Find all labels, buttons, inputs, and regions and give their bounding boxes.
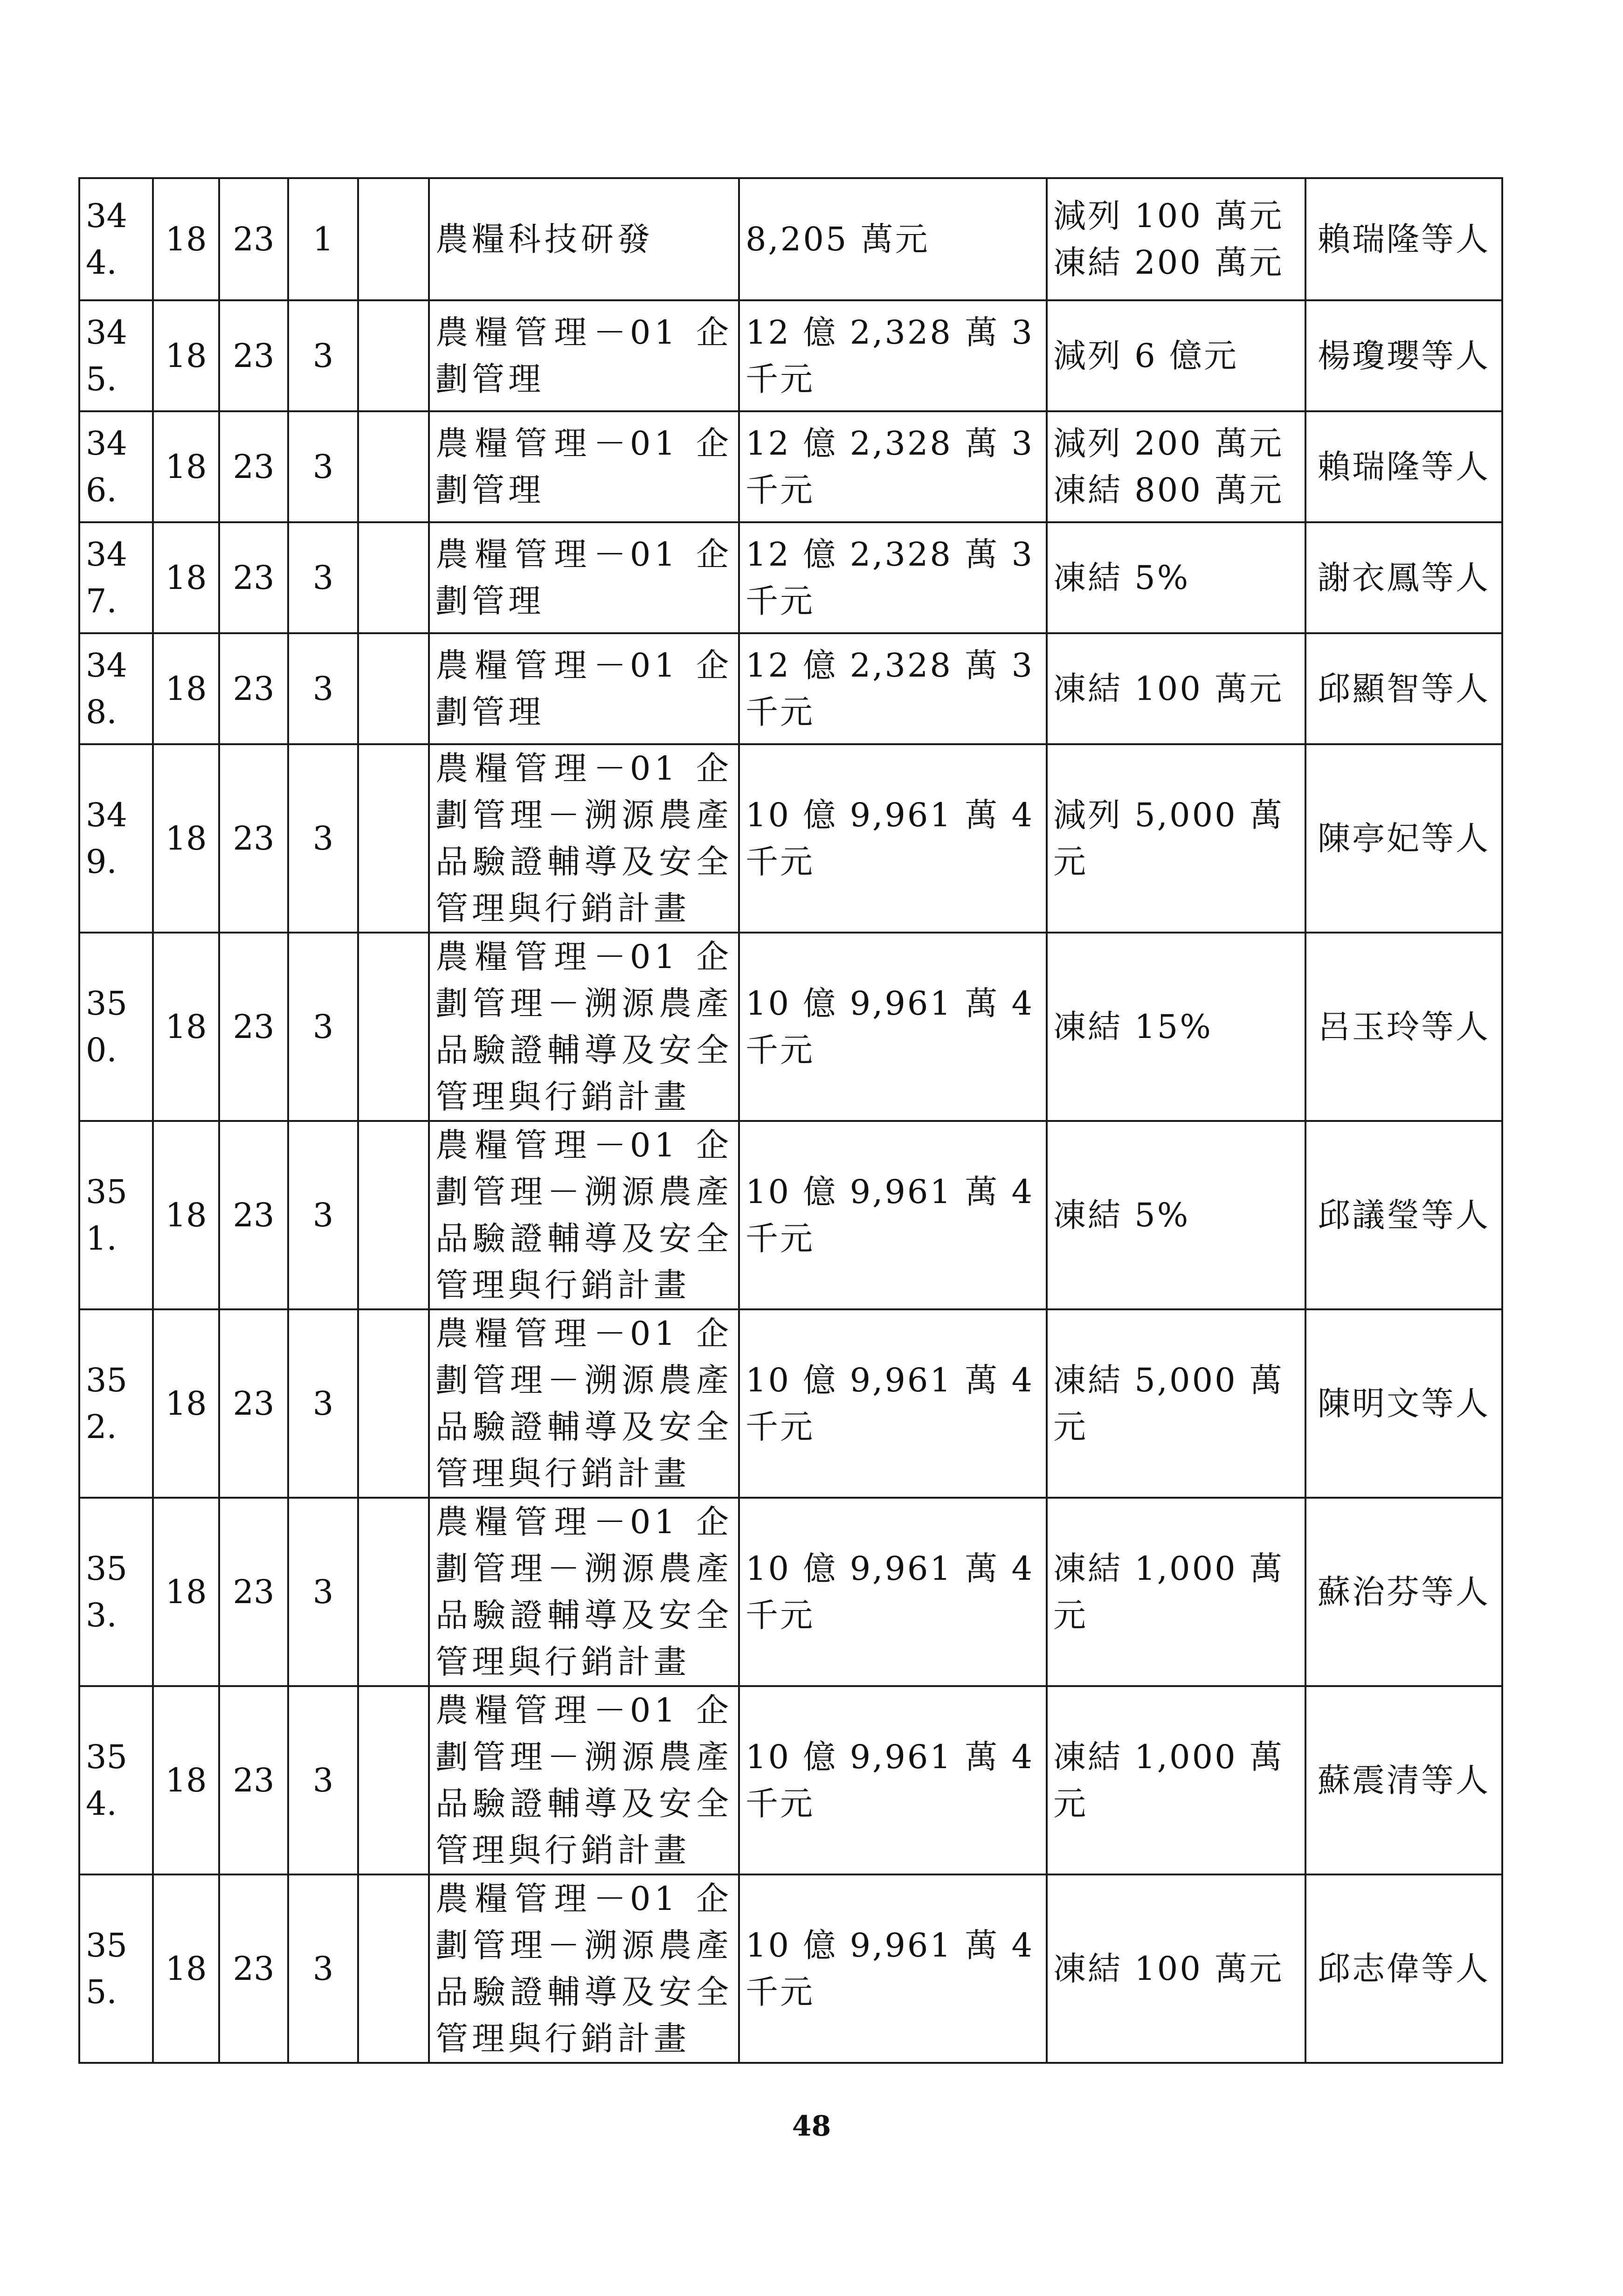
code-c: 3	[288, 1874, 358, 2063]
code-c: 3	[288, 933, 358, 1121]
code-a: 18	[153, 1309, 219, 1498]
proposer-cell: 賴瑞隆等人	[1305, 178, 1502, 300]
amount-cell: 12 億 2,328 萬 3 千元	[739, 522, 1047, 633]
action-cell	[1047, 522, 1305, 633]
action-line: 減列 200 萬元	[1053, 424, 1284, 463]
code-d	[358, 1498, 429, 1686]
code-a: 18	[153, 744, 219, 933]
code-a: 18	[153, 300, 219, 411]
code-d	[358, 411, 429, 522]
code-c: 3	[288, 633, 358, 744]
code-b: 23	[219, 300, 288, 411]
proposer-cell: 陳明文等人	[1305, 1309, 1502, 1498]
item-number: 347.	[79, 522, 153, 633]
code-a: 18	[153, 933, 219, 1121]
amount-cell: 10 億 9,961 萬 4 千元	[739, 1309, 1047, 1498]
item-number: 348.	[79, 633, 153, 744]
action-line: 減列 6 億元	[1053, 337, 1239, 375]
code-d	[358, 933, 429, 1121]
amount-cell: 10 億 9,961 萬 4 千元	[739, 1121, 1047, 1309]
subject-cell: 農糧管理－01 企劃管理－溯源農產品驗證輔導及安全管理與行銷計畫	[429, 1121, 739, 1309]
code-a: 18	[153, 1686, 219, 1874]
code-c: 3	[288, 522, 358, 633]
action-cell	[1047, 1309, 1305, 1498]
subject-cell: 農糧管理－01 企劃管理－溯源農產品驗證輔導及安全管理與行銷計畫	[429, 1309, 739, 1498]
action-cell	[1047, 633, 1305, 744]
code-c: 3	[288, 1309, 358, 1498]
code-d	[358, 1686, 429, 1874]
subject-cell: 農糧管理－01 企劃管理	[429, 411, 739, 522]
item-number: 349.	[79, 744, 153, 933]
subject-cell: 農糧管理－01 企劃管理－溯源農產品驗證輔導及安全管理與行銷計畫	[429, 933, 739, 1121]
amount-cell: 10 億 9,961 萬 4 千元	[739, 933, 1047, 1121]
code-d	[358, 1121, 429, 1309]
action-line: 凍結 15%	[1053, 1008, 1213, 1046]
action-line: 凍結 1,000 萬元	[1053, 1738, 1284, 1823]
subject-cell: 農糧管理－01 企劃管理	[429, 522, 739, 633]
item-number: 353.	[79, 1498, 153, 1686]
code-a: 18	[153, 1498, 219, 1686]
code-a: 18	[153, 411, 219, 522]
table-row	[79, 633, 1502, 744]
action-line: 凍結 5,000 萬元	[1053, 1361, 1284, 1446]
code-a: 18	[153, 178, 219, 300]
table-row	[79, 1121, 1502, 1309]
code-d	[358, 1309, 429, 1498]
action-cell	[1047, 300, 1305, 411]
subject-cell: 農糧管理－01 企劃管理	[429, 633, 739, 744]
action-cell	[1047, 744, 1305, 933]
action-line: 凍結 100 萬元	[1053, 670, 1284, 708]
code-d	[358, 744, 429, 933]
action-cell	[1047, 1121, 1305, 1309]
action-line: 凍結 200 萬元	[1053, 243, 1284, 282]
subject-cell: 農糧管理－01 企劃管理	[429, 300, 739, 411]
page-number: 48	[792, 2110, 831, 2143]
table-row	[79, 300, 1502, 411]
subject-cell: 農糧科技研發	[429, 178, 739, 300]
code-c: 1	[288, 178, 358, 300]
code-d	[358, 522, 429, 633]
item-number: 352.	[79, 1309, 153, 1498]
action-line: 減列 100 萬元	[1053, 197, 1284, 235]
amount-cell: 10 億 9,961 萬 4 千元	[739, 1686, 1047, 1874]
item-number: 355.	[79, 1874, 153, 2063]
code-b: 23	[219, 933, 288, 1121]
code-c: 3	[288, 744, 358, 933]
code-d	[358, 1874, 429, 2063]
budget-proposal-table	[78, 177, 1503, 2064]
code-a: 18	[153, 1874, 219, 2063]
proposer-cell: 邱志偉等人	[1305, 1874, 1502, 2063]
subject-cell: 農糧管理－01 企劃管理－溯源農產品驗證輔導及安全管理與行銷計畫	[429, 744, 739, 933]
action-cell	[1047, 1686, 1305, 1874]
proposer-cell: 陳亭妃等人	[1305, 744, 1502, 933]
code-b: 23	[219, 744, 288, 933]
amount-cell: 10 億 9,961 萬 4 千元	[739, 1498, 1047, 1686]
proposer-cell: 賴瑞隆等人	[1305, 411, 1502, 522]
table-row	[79, 1686, 1502, 1874]
code-d	[358, 178, 429, 300]
table-row	[79, 744, 1502, 933]
code-b: 23	[219, 1874, 288, 2063]
proposer-cell: 蘇震清等人	[1305, 1686, 1502, 1874]
table-row	[79, 1498, 1502, 1686]
code-c: 3	[288, 1498, 358, 1686]
table-body	[79, 178, 1502, 2063]
item-number: 354.	[79, 1686, 153, 1874]
amount-cell: 8,205 萬元	[739, 178, 1047, 300]
code-c: 3	[288, 411, 358, 522]
action-cell	[1047, 1874, 1305, 2063]
proposer-cell: 蘇治芬等人	[1305, 1498, 1502, 1686]
code-c: 3	[288, 300, 358, 411]
item-number: 344.	[79, 178, 153, 300]
code-c: 3	[288, 1686, 358, 1874]
proposal-table-container	[78, 177, 1501, 2064]
code-d	[358, 300, 429, 411]
code-a: 18	[153, 522, 219, 633]
code-a: 18	[153, 1121, 219, 1309]
code-b: 23	[219, 1309, 288, 1498]
action-line: 凍結 5%	[1053, 1196, 1190, 1234]
proposer-cell: 邱顯智等人	[1305, 633, 1502, 744]
amount-cell: 12 億 2,328 萬 3 千元	[739, 633, 1047, 744]
code-b: 23	[219, 522, 288, 633]
action-line: 凍結 800 萬元	[1053, 471, 1284, 509]
table-row	[79, 1309, 1502, 1498]
item-number: 345.	[79, 300, 153, 411]
action-cell	[1047, 933, 1305, 1121]
item-number: 351.	[79, 1121, 153, 1309]
proposer-cell: 謝衣鳳等人	[1305, 522, 1502, 633]
amount-cell: 10 億 9,961 萬 4 千元	[739, 1874, 1047, 2063]
amount-cell: 12 億 2,328 萬 3 千元	[739, 300, 1047, 411]
item-number: 346.	[79, 411, 153, 522]
table-row	[79, 178, 1502, 300]
action-line: 凍結 1,000 萬元	[1053, 1549, 1284, 1634]
amount-cell: 12 億 2,328 萬 3 千元	[739, 411, 1047, 522]
subject-cell: 農糧管理－01 企劃管理－溯源農產品驗證輔導及安全管理與行銷計畫	[429, 1686, 739, 1874]
proposer-cell: 楊瓊瓔等人	[1305, 300, 1502, 411]
table-row	[79, 933, 1502, 1121]
table-row	[79, 1874, 1502, 2063]
action-line: 凍結 5%	[1053, 559, 1190, 597]
code-b: 23	[219, 633, 288, 744]
subject-cell: 農糧管理－01 企劃管理－溯源農產品驗證輔導及安全管理與行銷計畫	[429, 1498, 739, 1686]
code-a: 18	[153, 633, 219, 744]
action-cell	[1047, 1498, 1305, 1686]
proposer-cell: 邱議瑩等人	[1305, 1121, 1502, 1309]
item-number: 350.	[79, 933, 153, 1121]
action-line: 凍結 100 萬元	[1053, 1950, 1284, 1988]
code-b: 23	[219, 178, 288, 300]
table-row	[79, 522, 1502, 633]
subject-cell: 農糧管理－01 企劃管理－溯源農產品驗證輔導及安全管理與行銷計畫	[429, 1874, 739, 2063]
code-d	[358, 633, 429, 744]
proposer-cell: 呂玉玲等人	[1305, 933, 1502, 1121]
action-cell	[1047, 178, 1305, 300]
code-b: 23	[219, 1686, 288, 1874]
code-b: 23	[219, 1498, 288, 1686]
action-line: 減列 5,000 萬元	[1053, 796, 1284, 881]
amount-cell: 10 億 9,961 萬 4 千元	[739, 744, 1047, 933]
table-row	[79, 411, 1502, 522]
code-c: 3	[288, 1121, 358, 1309]
action-cell	[1047, 411, 1305, 522]
code-b: 23	[219, 1121, 288, 1309]
code-b: 23	[219, 411, 288, 522]
